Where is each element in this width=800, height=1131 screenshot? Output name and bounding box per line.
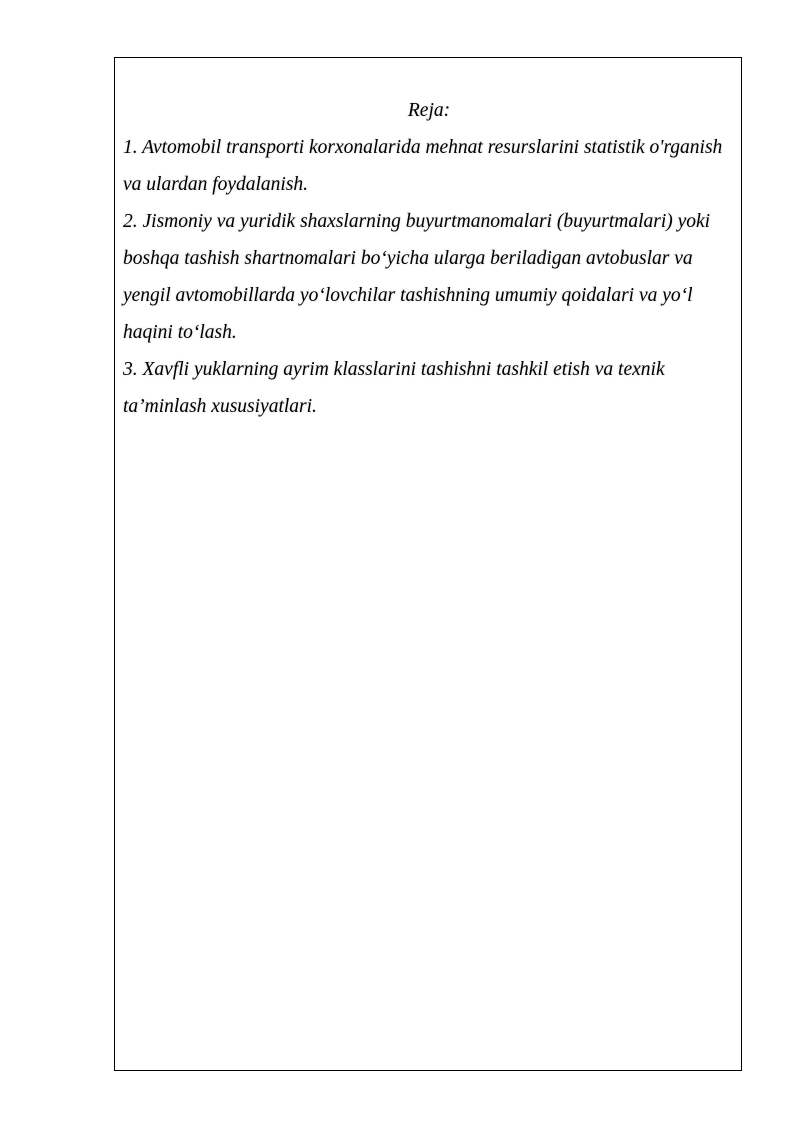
plan-content xyxy=(123,92,735,425)
plan-item-1: 1. Avtomobil transporti korxonalarida mehnat resurslarini statistik o'rganish va ulardan foydalanish. xyxy=(123,137,723,195)
plan-item-3: 3. Xavfli yuklarning ayrim klasslarini tashishni tashkil etish va texnik ta’minlash xususiyatlari. xyxy=(123,359,665,417)
plan-title: Reja: xyxy=(407,100,451,121)
page-frame xyxy=(114,57,742,1071)
plan-item-2: 2. Jismoniy va yuridik shaxslarning buyurtmanomalari (buyurtmalari) yoki boshqa tashish shartnomalari bo‘yicha ularga beriladigan avtobuslar va yengil avtomobillarda yo‘lovchilar tashishning umumiy qoidalari va yo‘l haqini to‘lash. xyxy=(123,211,711,343)
